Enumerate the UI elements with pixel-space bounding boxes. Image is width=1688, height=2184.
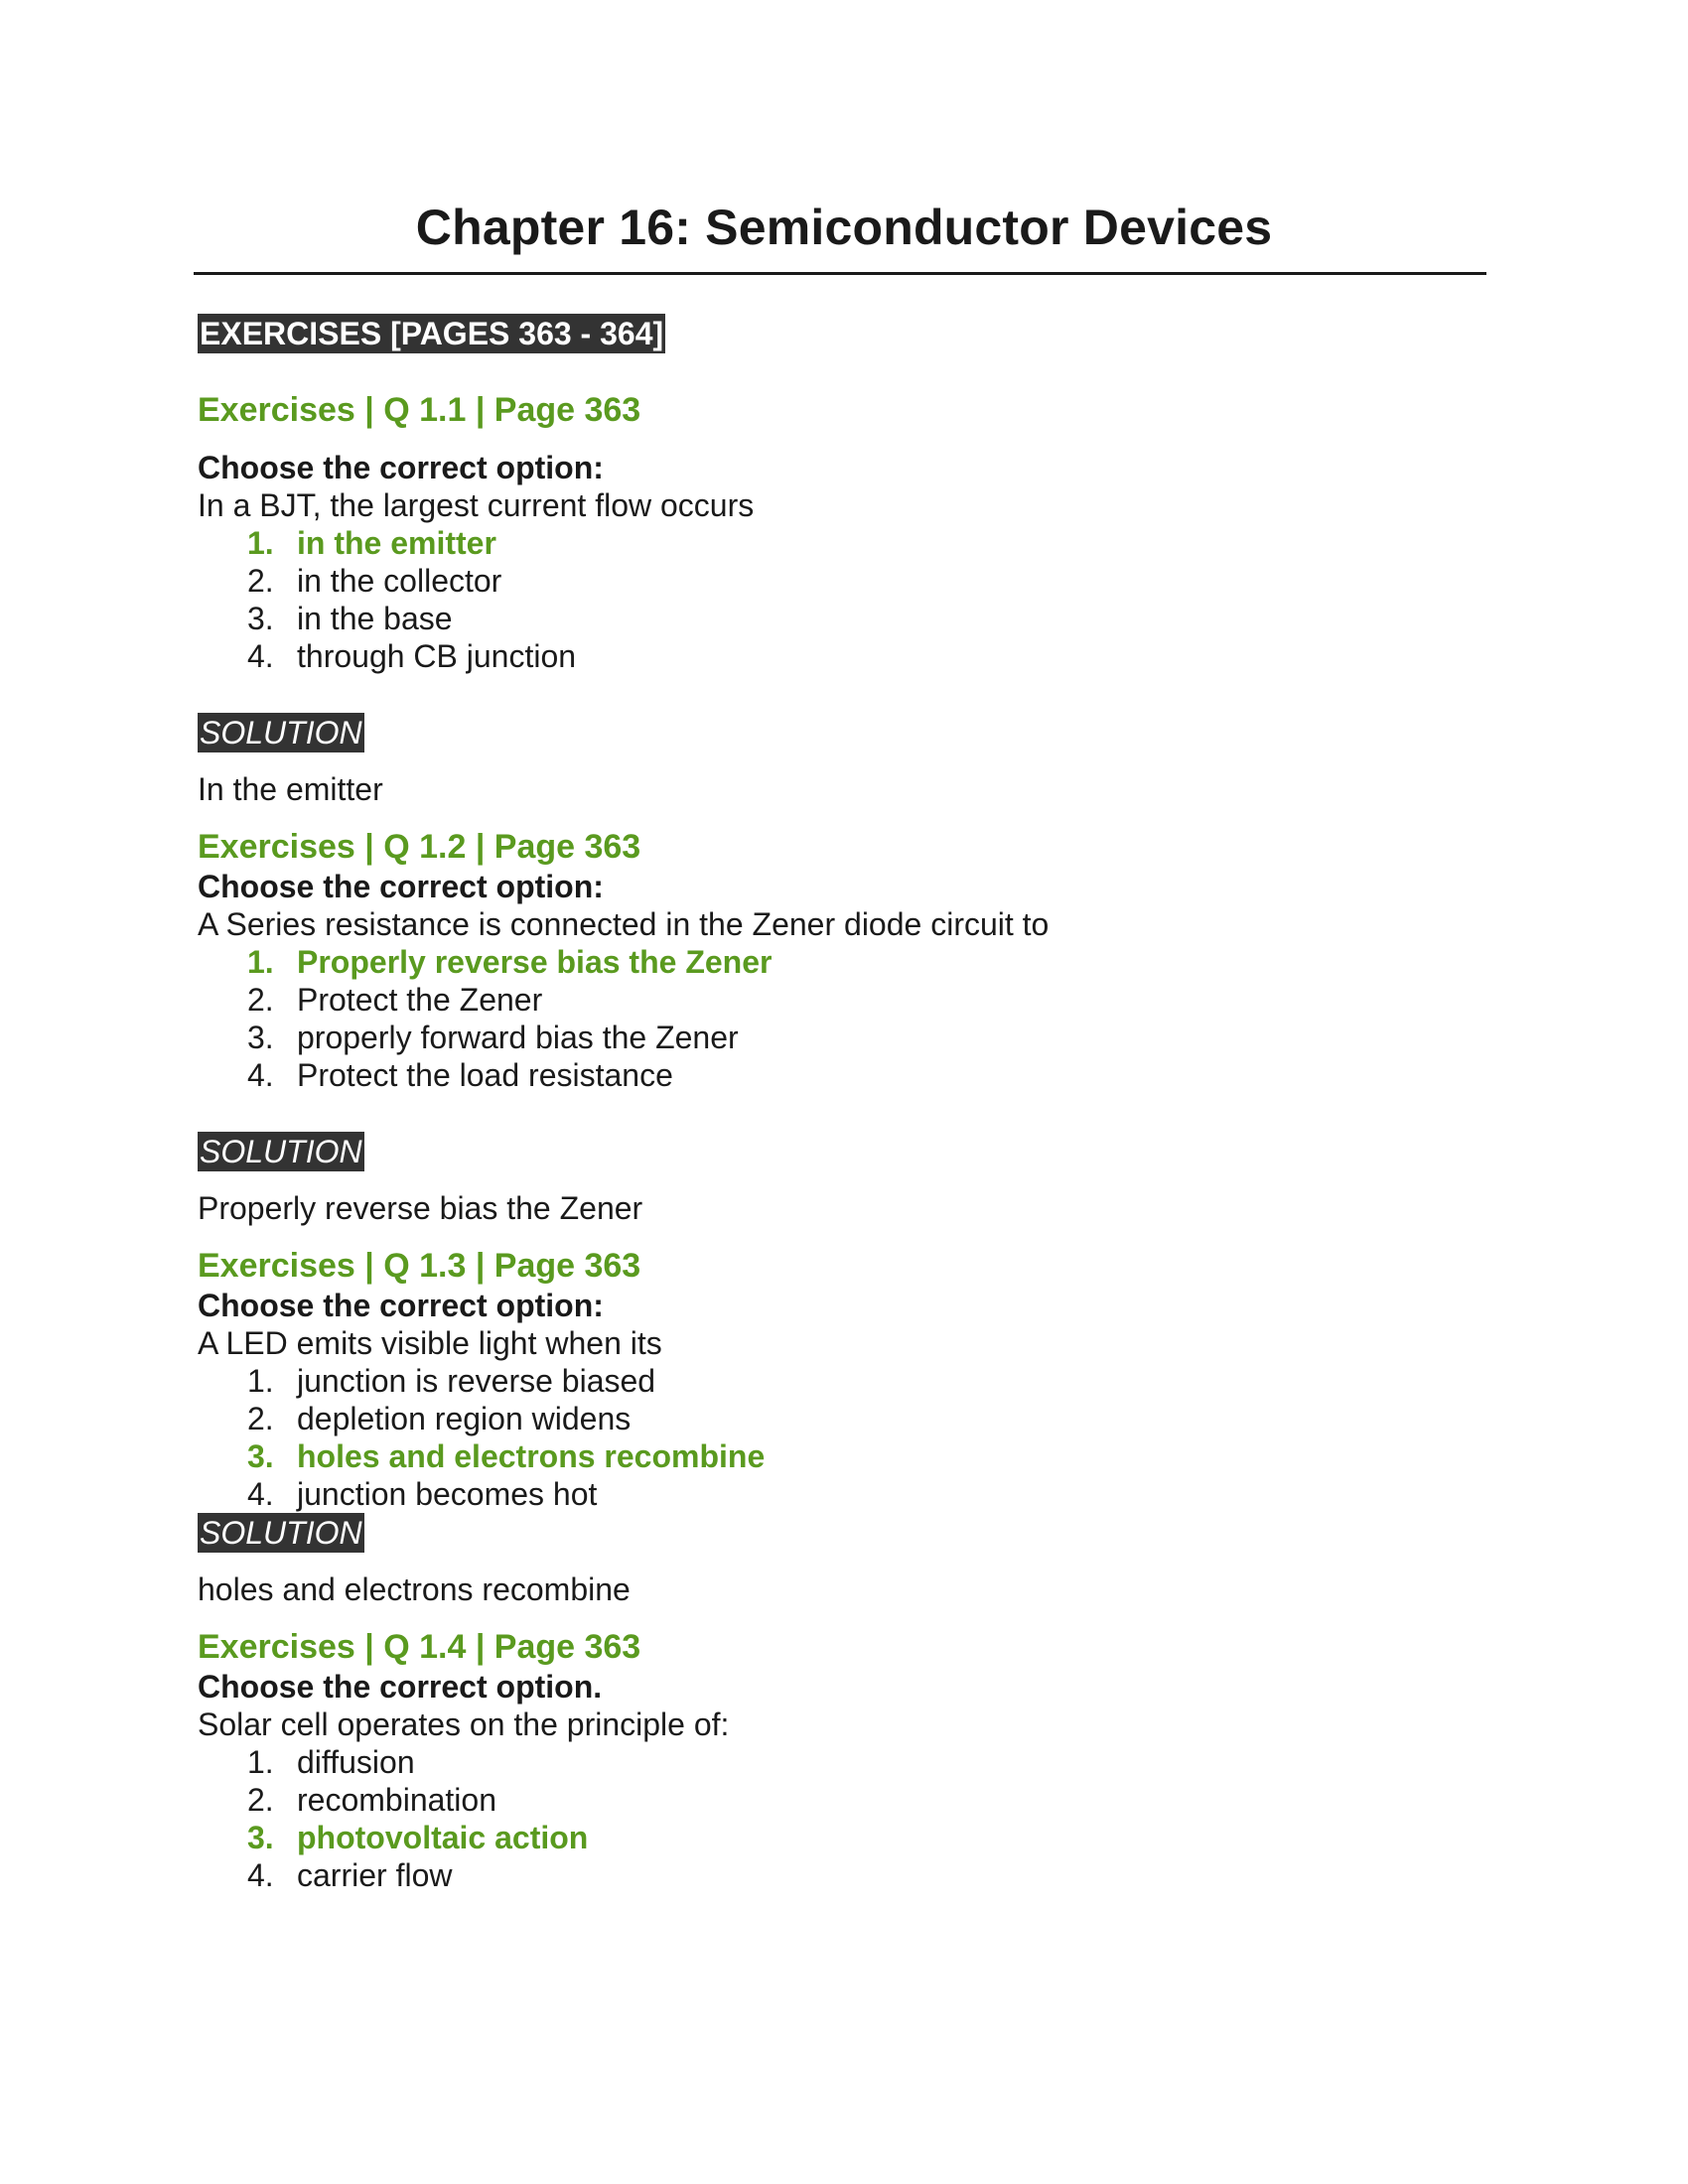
option-item — [247, 600, 1488, 637]
exercise-question: Solar cell operates on the principle of: — [198, 1706, 730, 1742]
option-number: 2. — [247, 1782, 274, 1818]
option-text: depletion region widens — [297, 1401, 632, 1436]
option-text: carrier flow — [297, 1857, 453, 1893]
option-item — [247, 1856, 1488, 1894]
exercise-instruction: Choose the correct option: — [198, 450, 604, 485]
options-list — [198, 1743, 1488, 1894]
option-item — [247, 981, 1488, 1019]
solution-badge: SOLUTION — [200, 1134, 362, 1169]
option-item — [247, 1019, 1488, 1056]
option-text: in the collector — [297, 563, 502, 599]
option-text: photovoltaic action — [297, 1820, 589, 1855]
option-number: 2. — [247, 563, 274, 599]
option-text: in the emitter — [297, 525, 496, 561]
option-item — [247, 1437, 1488, 1475]
exercises-content — [198, 314, 1488, 1894]
option-item — [247, 1056, 1488, 1094]
option-item — [247, 1475, 1488, 1513]
option-number: 4. — [247, 1476, 274, 1512]
exercise-instruction: Choose the correct option: — [198, 869, 604, 904]
option-item — [247, 1781, 1488, 1819]
exercise-question: In a BJT, the largest current flow occurs — [198, 487, 755, 523]
option-item — [247, 1819, 1488, 1856]
option-number: 3. — [247, 601, 274, 636]
options-list — [198, 943, 1488, 1094]
option-item — [247, 1362, 1488, 1400]
option-number: 1. — [247, 944, 274, 980]
exercise-heading: Exercises | Q 1.4 | Page 363 — [198, 1628, 641, 1666]
solution-badge: SOLUTION — [200, 715, 362, 751]
option-item — [247, 1400, 1488, 1437]
option-number: 3. — [247, 1820, 274, 1855]
option-item — [247, 637, 1488, 675]
option-text: junction becomes hot — [297, 1476, 598, 1512]
option-number: 4. — [247, 638, 274, 674]
solution-badge: SOLUTION — [200, 1515, 362, 1551]
option-text: through CB junction — [297, 638, 577, 674]
section-label: EXERCISES [PAGES 363 - 364] — [200, 316, 664, 351]
option-text: recombination — [297, 1782, 496, 1818]
option-item — [247, 562, 1488, 600]
exercise-question: A LED emits visible light when its — [198, 1325, 662, 1361]
exercise-heading: Exercises | Q 1.2 | Page 363 — [198, 828, 641, 866]
option-number: 2. — [247, 982, 274, 1018]
solution-answer: Properly reverse bias the Zener — [198, 1190, 643, 1226]
option-number: 4. — [247, 1857, 274, 1893]
option-number: 4. — [247, 1057, 274, 1093]
option-text: Protect the load resistance — [297, 1057, 673, 1093]
exercise-q1-2 — [198, 826, 1488, 1245]
options-list — [198, 524, 1488, 675]
option-item — [247, 1743, 1488, 1781]
title-divider — [194, 272, 1486, 275]
option-number: 3. — [247, 1020, 274, 1055]
exercise-heading: Exercises | Q 1.1 | Page 363 — [198, 391, 641, 429]
exercise-q1-4 — [198, 1626, 1488, 1894]
option-number: 3. — [247, 1438, 274, 1474]
option-text: Properly reverse bias the Zener — [297, 944, 773, 980]
solution-answer: In the emitter — [198, 771, 383, 807]
chapter-title: Chapter 16: Semiconductor Devices — [415, 200, 1273, 255]
option-item — [247, 524, 1488, 562]
exercise-instruction: Choose the correct option. — [198, 1669, 603, 1705]
option-number: 1. — [247, 1363, 274, 1399]
option-number: 2. — [247, 1401, 274, 1436]
option-number: 1. — [247, 1744, 274, 1780]
exercise-q1-1 — [198, 389, 1488, 826]
options-list — [198, 1362, 1488, 1513]
option-item — [247, 943, 1488, 981]
option-text: properly forward bias the Zener — [297, 1020, 739, 1055]
option-text: junction is reverse biased — [297, 1363, 656, 1399]
exercise-instruction: Choose the correct option: — [198, 1288, 604, 1323]
option-text: Protect the Zener — [297, 982, 543, 1018]
option-text: holes and electrons recombine — [297, 1438, 766, 1474]
exercise-q1-3 — [198, 1245, 1488, 1626]
option-text: diffusion — [297, 1744, 415, 1780]
exercise-heading: Exercises | Q 1.3 | Page 363 — [198, 1247, 641, 1285]
option-number: 1. — [247, 525, 274, 561]
exercise-question: A Series resistance is connected in the Zener diode circuit to — [198, 906, 1050, 942]
option-text: in the base — [297, 601, 453, 636]
solution-answer: holes and electrons recombine — [198, 1571, 631, 1607]
